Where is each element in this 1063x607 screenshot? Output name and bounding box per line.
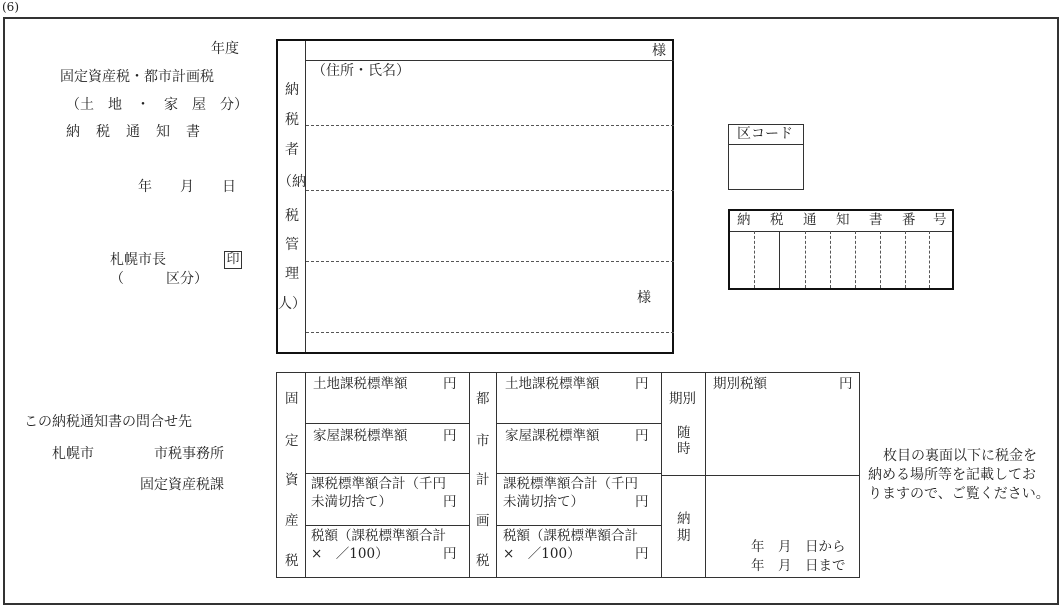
fixed-asset-char: 税 [285,553,299,569]
title-line3: 納 税 通 知 書 [66,124,201,140]
taxpayer-char: 者 [285,142,299,158]
seal-stamp: 印 [224,251,242,269]
fa-land-label: 土地課税標準額 [313,376,408,392]
city-plan-char: 市 [476,433,490,449]
taxpayer-char: 税 [285,208,299,224]
taxpayer-char: 人） [278,296,306,312]
sama-bottom: 様 [637,290,651,306]
tax-table [276,372,860,578]
city-plan-char: 税 [476,553,490,569]
title-line2: （土 地 ・ 家 屋 分） [66,97,248,113]
address-label: （住所・氏名） [312,63,410,79]
taxpayer-char: 理 [285,266,299,282]
date-line: 年 月 日 [138,179,236,195]
ward-code-box [728,124,804,190]
notice-number-box [728,209,954,290]
ward-label: （ 区分） [110,271,208,287]
fa-tax-label1: 税額（課税標準額合計 [311,528,446,544]
year-label: 年度 [211,41,239,57]
mayor-label: 札幌市長 [110,252,166,268]
kibetsu-label: 期別 [669,391,696,407]
cp-total-yen: 円 [635,494,649,510]
taxpayer-char: （納 [278,174,306,190]
city-plan-char: 画 [476,513,490,529]
note-line1: 枚目の裏面以下に税金を [883,448,1037,464]
zuiji-char: 随 [677,425,691,441]
ward-code-label: 区コード [729,125,803,145]
fa-house-yen: 円 [443,428,457,444]
note-line3: りますので、ご覧ください。 [868,486,1050,502]
taxpayer-char: 管 [285,237,299,253]
cp-total-label2: 未満切捨て） [503,494,584,510]
notice-char: 通 [803,212,817,228]
notice-char: 番 [902,212,916,228]
taxpayer-box [276,39,674,354]
fixed-asset-char: 定 [285,433,299,449]
taxpayer-char: 納 [285,82,299,98]
title-line1: 固定資産税・都市計画税 [60,69,214,85]
notice-char: 税 [770,212,784,228]
fa-house-label: 家屋課税標準額 [313,428,408,444]
fa-tax-yen: 円 [443,546,457,562]
section-label: 固定資産税課 [140,477,224,493]
page-number: (6) [2,0,19,14]
fa-total-label1: 課税標準額合計（千円 [311,476,446,492]
cp-house-yen: 円 [635,428,649,444]
sama-top: 様 [652,43,666,59]
zuiji-char: 時 [677,441,691,457]
cp-land-label: 土地課税標準額 [505,376,600,392]
fixed-asset-char: 産 [285,513,299,529]
city-label: 札幌市 [52,446,94,462]
fixed-asset-char: 固 [285,391,299,407]
taxpayer-vertical-column [278,41,306,352]
cp-house-label: 家屋課税標準額 [505,428,600,444]
notice-char: 知 [836,212,850,228]
city-plan-char: 都 [476,391,490,407]
cp-tax-label1: 税額（課税標準額合計 [503,528,638,544]
kibetsu-tax-yen: 円 [839,376,853,392]
note-line2: 納める場所等を記載してお [868,467,1036,483]
notice-char: 納 [737,212,751,228]
city-plan-char: 計 [476,472,490,488]
fa-total-label2: 未満切捨て） [311,494,392,510]
inquiry-label: この納税通知書の問合せ先 [24,414,192,430]
nouki-char: 納 [677,511,691,527]
period-to: 年 月 日まで [751,558,846,574]
notice-char: 書 [869,212,883,228]
fixed-asset-char: 資 [285,472,299,488]
cp-land-yen: 円 [635,376,649,392]
period-from: 年 月 日から [751,539,846,555]
notice-char: 号 [933,212,947,228]
taxpayer-char: 税 [285,112,299,128]
cp-total-label1: 課税標準額合計（千円 [503,476,638,492]
tax-office-label: 市税事務所 [154,446,224,462]
kibetsu-tax-label: 期別税額 [713,376,767,392]
cp-tax-yen: 円 [635,546,649,562]
fa-tax-label2: × ／100） [311,546,389,562]
cp-tax-label2: × ／100） [503,546,581,562]
nouki-char: 期 [677,528,691,544]
fa-land-yen: 円 [443,376,457,392]
fa-total-yen: 円 [443,494,457,510]
